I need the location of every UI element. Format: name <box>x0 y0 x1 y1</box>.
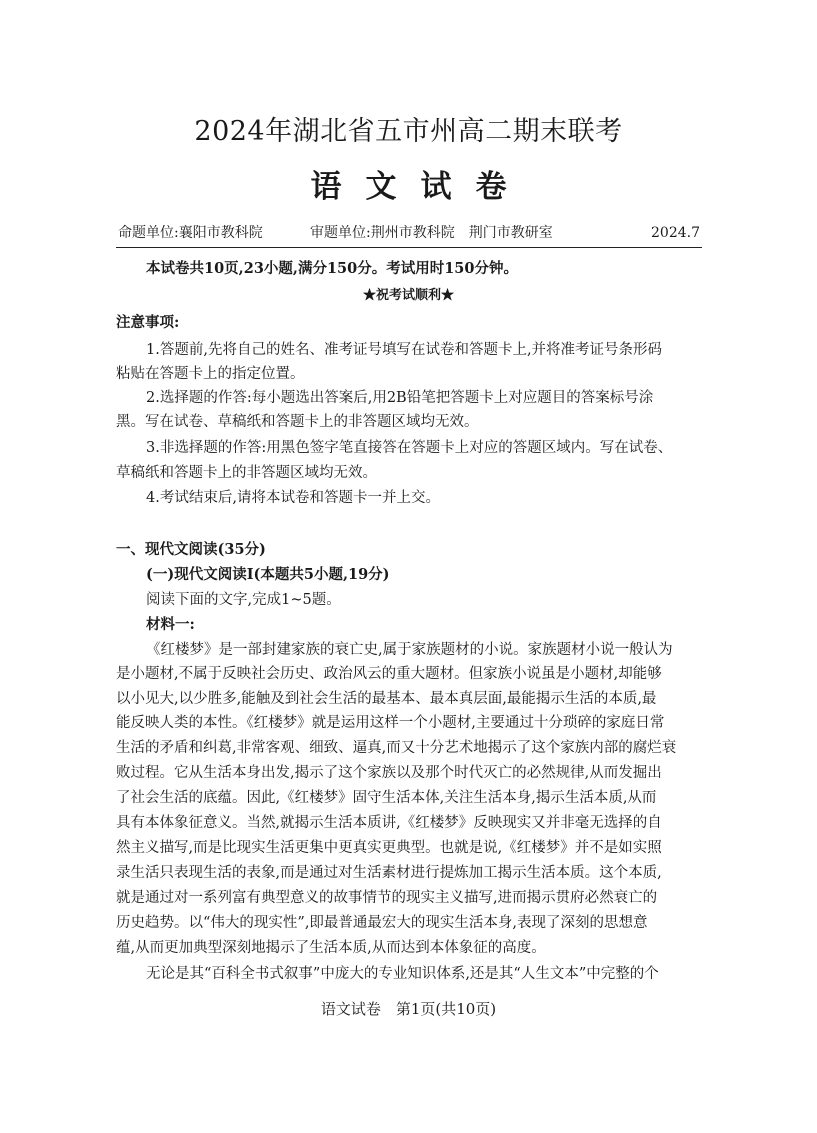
notes-line: 黑。写在试卷、草稿纸和答题卡上的非答题区域均无效。 <box>116 414 479 430</box>
paragraph-line: 生活的矛盾和纠葛,非常客观、细致、逼真,而又十分艺术地揭示了这个家族内部的腐烂衰 <box>116 740 677 756</box>
notes-line: 3.非选择题的作答:用黑色签字笔直接答在答题卡上对应的答题区域内。写在试卷、 <box>146 440 673 456</box>
section-title: 一、现代文阅读(35分) <box>116 541 266 558</box>
author-unit: 命题单位:襄阳市教科院 <box>118 225 263 241</box>
exam-summary: 本试卷共10页,23小题,满分150分。考试用时150分钟。 <box>146 260 518 277</box>
paragraph-line: 是小题材,不属于反映社会历史、政治风云的重大题材。但家族小说虽是小题材,却能够 <box>116 666 662 682</box>
paragraph-line: 具有本体象征意义。当然,就揭示生活本质讲,《红楼梦》反映现实又并非毫无选择的自 <box>116 815 662 831</box>
paragraph-line: 就是通过对一系列富有典型意义的故事情节的现实主义描写,进而揭示贯府必然衰亡的 <box>116 890 658 906</box>
page-footer: 语文试卷 第1页(共10页) <box>320 1000 497 1018</box>
meta-line <box>118 222 700 244</box>
paragraph-line: 然主义描写,而是比现实生活更集中更真实更典型。也就是说,《红楼梦》并不是如实照 <box>116 840 662 856</box>
good-luck-line: ★祝考试顺利★ <box>362 288 454 303</box>
notes-line: 1.答题前,先将自己的姓名、准考证号填写在试卷和答题卡上,并将准考证号条形码 <box>146 342 663 358</box>
notes-line: 粘贴在答题卡上的指定位置。 <box>116 366 305 382</box>
exam-date: 2024.7 <box>651 225 700 241</box>
reading-instruction: 阅读下面的文字,完成1~5题。 <box>146 592 341 608</box>
paragraph-line: 败过程。它从生活本身出发,揭示了这个家族以及那个时代灭亡的必然规律,从而发掘出 <box>116 765 662 781</box>
subject-title: 语文试卷 <box>310 169 531 205</box>
notes-line: 草稿纸和答题卡上的非答题区域均无效。 <box>116 465 377 481</box>
exam-title: 2024年湖北省五市州高二期末联考 <box>194 116 623 147</box>
material-label: 材料一: <box>146 616 195 633</box>
paragraph-line: 以小见大,以少胜多,能触及到社会生活的最基本、最本真层面,最能揭示生活的本质,最 <box>116 691 657 707</box>
paragraph-line: 了社会生活的底蕴。因此,《红楼梦》固守生活本体,关注生活本身,揭示生活本质,从而 <box>116 790 657 806</box>
notes-line: 2.选择题的作答:每小题选出答案后,用2B铅笔把答题卡上对应题目的答案标号涂 <box>146 390 654 406</box>
paragraph-line: 无论是其“百科全书式叙事”中庞大的专业知识体系,还是其“人生文本”中完整的个 <box>146 966 659 982</box>
paragraph-line: 蕴,从而更加典型深刻地揭示了生活本质,从而达到本体象征的高度。 <box>116 940 546 956</box>
header-divider <box>116 247 702 248</box>
paragraph-line: 能反映人类的本性。《红楼梦》就是运用这样一个小题材,主要通过十分琐碎的家庭日常 <box>116 715 665 731</box>
notes-heading: 注意事项: <box>116 314 180 331</box>
paragraph-line: 《红楼梦》是一部封建家族的衰亡史,属于家族题材的小说。家族题材小说一般认为 <box>146 642 673 658</box>
review-unit: 审题单位:荆州市教科院 荆门市教研室 <box>310 225 553 241</box>
section-subtitle: (一)现代文阅读Ⅰ(本题共5小题,19分) <box>146 566 390 583</box>
paragraph-line: 历史趋势。以“伟大的现实性”,即最普通最宏大的现实生活本身,表现了深刻的思想意 <box>116 915 648 931</box>
paragraph-line: 录生活只表现生活的表象,而是通过对生活素材进行提炼加工揭示生活本质。这个本质, <box>116 865 662 881</box>
notes-line: 4.考试结束后,请将本试卷和答题卡一并上交。 <box>146 490 440 506</box>
